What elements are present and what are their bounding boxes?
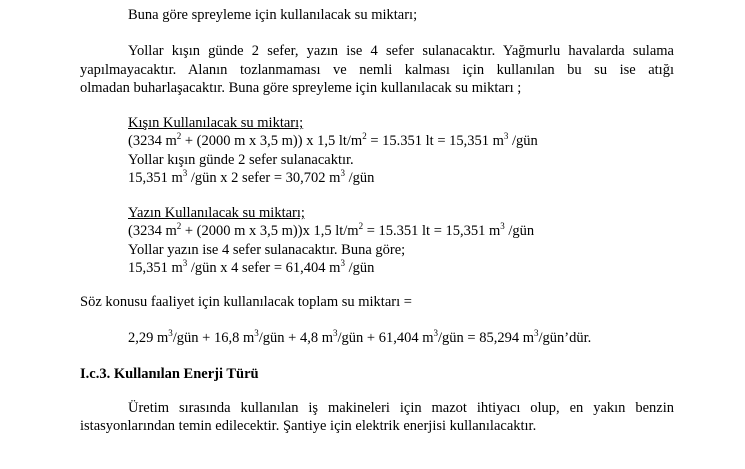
winter-formula: (3234 $m^2 + (2000$ m x 3,5 m)) x 1,5 $lt/m^2 = 15.351$ lt = 15,351 $m^3$ /gün [128, 131, 538, 149]
paragraph-2-line-1: Üretim sırasında kullanılan iş makineleri için mazot ihtiyacı olup, en yakın benzin [128, 400, 674, 416]
total-equation: 2,29 $m^3$/gün + 16,8 $m^3$/gün + 4,8 $m^3$/gün + 61,404 $m^3$/gün = 85,294 $m^3/gün’dür$. [128, 328, 592, 346]
summer-heading: Yazın Kullanılacak su miktarı; [128, 205, 305, 221]
total-intro: Söz konusu faaliyet için kullanılacak toplam su miktarı = [80, 294, 412, 310]
paragraph-2-line-2: istasyonlarından temin edilecektir. Şantiye için elektrik enerjisi kullanılacaktır. [80, 418, 537, 434]
summer-result: 15,351 $m^3$ /gün x 4 sefer = 61,404 $m^3$ /gün [128, 258, 375, 276]
paragraph-1-line-2: yapılmayacaktır. Alanın tozlanmaması ve nemli kalması için kullanılan bu su ise atığı [80, 62, 674, 78]
winter-note: Yollar kışın günde 2 sefer sulanacaktır. [128, 152, 354, 168]
section-heading: I.c.3. Kullanılan Enerji Türü [80, 366, 259, 382]
summer-note: Yollar yazın ise 4 sefer sulanacaktır. Buna göre; [128, 242, 406, 258]
intro-line: Buna göre spreyleme için kullanılacak su miktarı; [128, 7, 418, 23]
paragraph-1-line-1: Yollar kışın günde 2 sefer, yazın ise 4 sefer sulanacaktır. Yağmurlu havalarda sulama [128, 43, 674, 59]
summer-formula: (3234 $m^2 + (2000$ m x 3,5 m))x 1,5 $lt/m^2 = 15.351$ lt = 15,351 $m^3$ /gün [128, 221, 535, 239]
winter-heading: Kışın Kullanılacak su miktarı; [128, 115, 304, 131]
paragraph-1-line-3: olmadan buharlaşacaktır. Buna göre spreyleme için kullanılacak su miktarı ; [80, 80, 522, 96]
winter-result: 15,351 $m^3$ /gün x 2 sefer = 30,702 $m^3$ /gün [128, 168, 375, 186]
